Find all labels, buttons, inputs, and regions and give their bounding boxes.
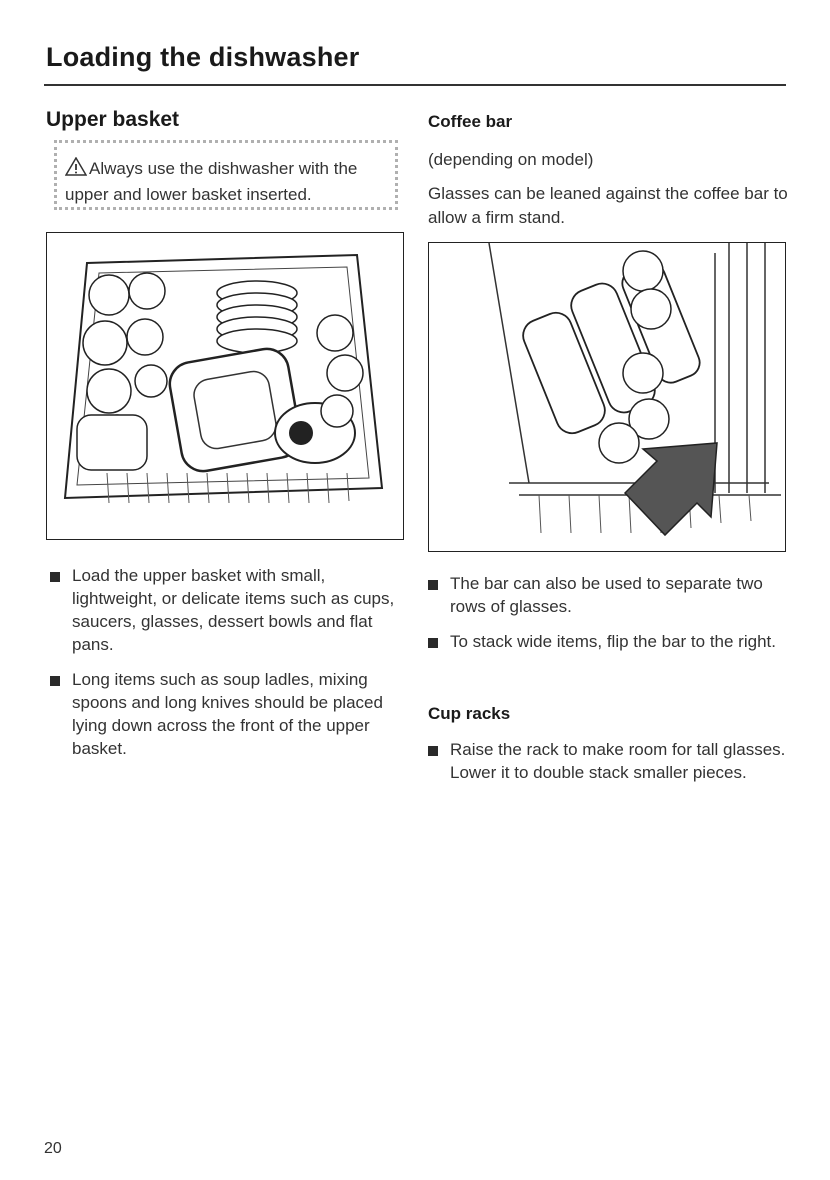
page-title: Loading the dishwasher — [46, 42, 360, 72]
bullet-square-icon — [428, 746, 438, 756]
list-item: To stack wide items, flip the bar to the right. — [428, 630, 790, 653]
model-note: (depending on model) — [428, 150, 594, 169]
warning-box — [54, 140, 398, 210]
upper-basket-heading: Upper basket — [46, 108, 180, 131]
upper-basket-bullets — [50, 564, 402, 772]
upper-basket-figure — [46, 232, 404, 540]
list-item: Load the upper basket with small, lightweight, or delicate items such as cups, saucers, glasses, dessert bowls and flat pans. — [50, 564, 402, 656]
coffee-bar-heading: Coffee bar — [428, 112, 513, 131]
coffee-bar-figure — [428, 242, 786, 552]
bullet-square-icon — [50, 676, 60, 686]
list-item: Raise the rack to make room for tall glasses. Lower it to double stack smaller pieces. — [428, 738, 790, 784]
cup-racks-bullets — [428, 738, 790, 796]
warning-text: Always use the dishwasher with the upper and lower basket inserted. — [65, 159, 358, 204]
bullet-square-icon — [428, 638, 438, 648]
coffee-bar-intro: Glasses can be leaned against the coffee bar to allow a firm stand. — [428, 184, 788, 227]
coffee-bar-bullets — [428, 572, 790, 665]
bullet-square-icon — [428, 580, 438, 590]
coffee-bar-illustration — [429, 243, 785, 551]
list-item: The bar can also be used to separate two rows of glasses. — [428, 572, 790, 618]
page-number: 20 — [44, 1140, 62, 1157]
warning-triangle-icon — [65, 157, 87, 183]
cup-racks-heading: Cup racks — [428, 704, 511, 723]
list-item: Long items such as soup ladles, mixing spoons and long knives should be placed lying down across the front of the upper basket. — [50, 668, 402, 760]
bullet-square-icon — [50, 572, 60, 582]
title-divider — [44, 84, 786, 86]
upper-basket-loaded-illustration — [47, 233, 403, 539]
